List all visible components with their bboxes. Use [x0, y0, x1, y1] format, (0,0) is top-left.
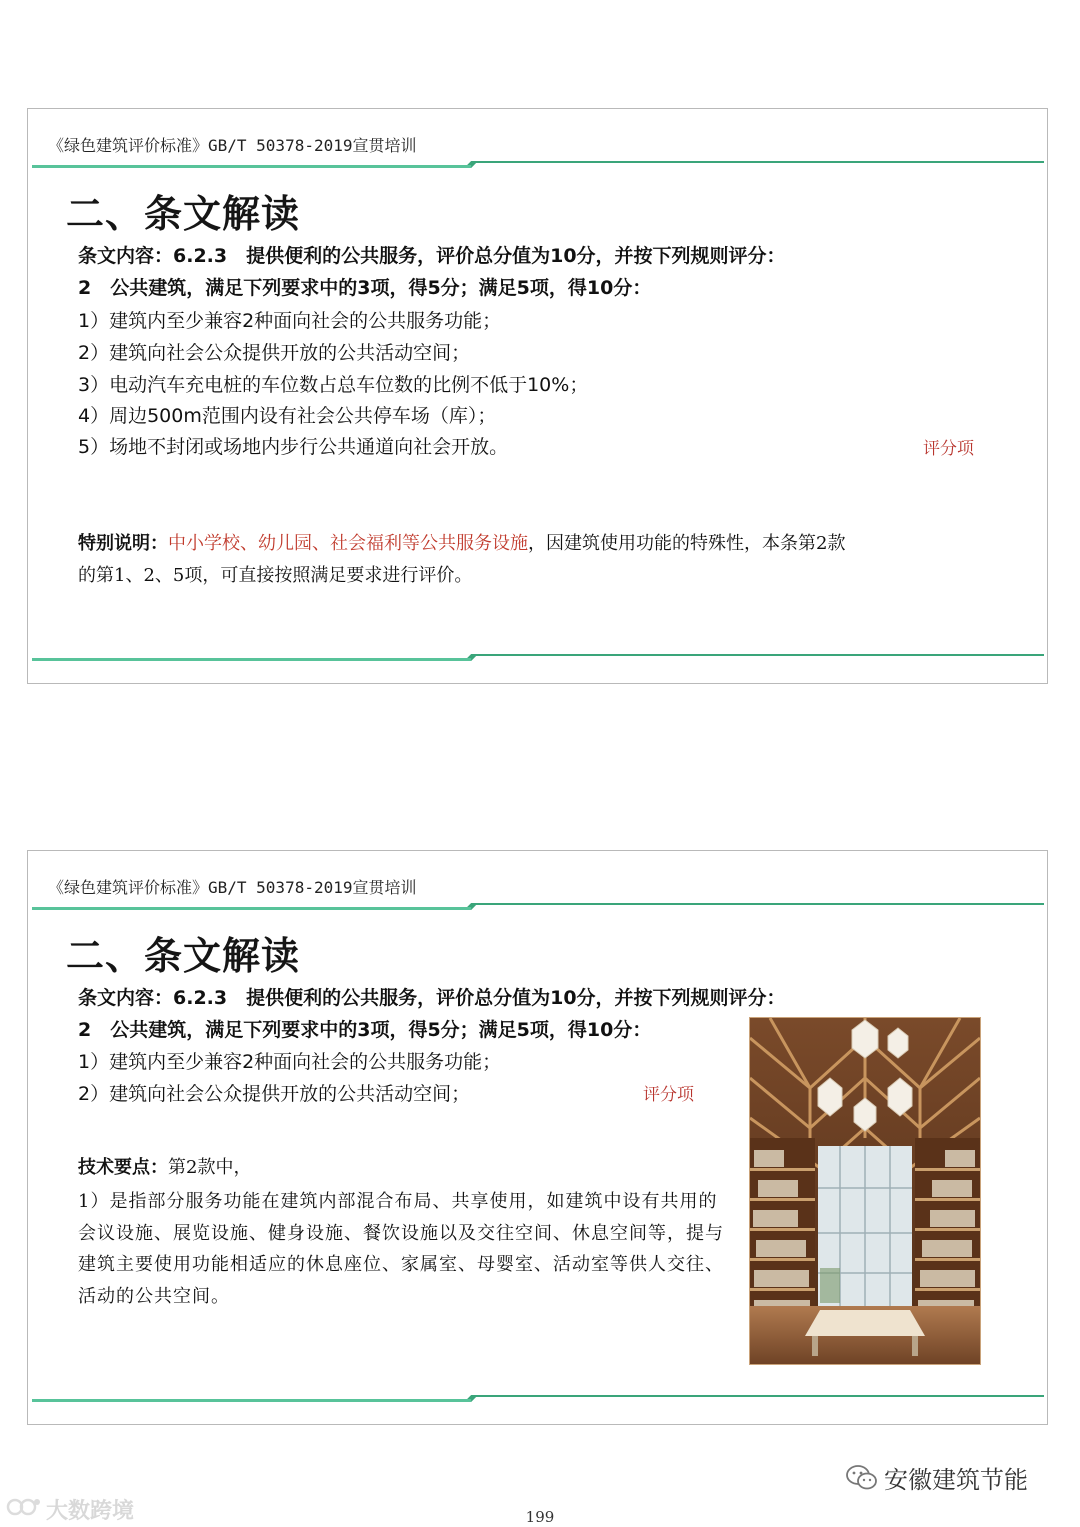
requirement-5: 5）场地不封闭或场地内步行公共通道向社会开放。: [78, 436, 509, 458]
special-note-highlight: 中小学校、幼儿园、社会福利等公共服务设施: [168, 533, 528, 554]
score-note: 评分项: [643, 1085, 694, 1105]
special-note-text: ，因建筑使用功能的特殊性，本条第2款: [528, 533, 846, 554]
special-note: [78, 529, 845, 555]
watermark-text: 大数跨境: [46, 1499, 135, 1524]
requirement-1: 1）建筑内至少兼容2种面向社会的公共服务功能；: [78, 310, 502, 332]
clause-item-2: 2 公共建筑，满足下列要求中的3项，得5分；满足5项，得10分：: [78, 277, 652, 299]
wechat-brand: [846, 1460, 1028, 1495]
clause-content: 条文内容：6.2.3 提供便利的公共服务，评价总分值为10分，并按下列规则评分：: [78, 245, 786, 267]
requirement-1: 1）建筑内至少兼容2种面向社会的公共服务功能；: [78, 1051, 502, 1073]
slide-1: [27, 108, 1048, 684]
slide-2: [27, 850, 1048, 1425]
requirement-2: 2）建筑向社会公众提供开放的公共活动空间；: [78, 342, 471, 364]
requirement-3: 3）电动汽车充电桩的车位数占总车位数的比例不低于10%；: [78, 374, 589, 396]
footer-divider: [32, 654, 1044, 661]
slide-header: 《绿色建筑评价标准》GB/T 50378-2019宣贯培训: [48, 136, 417, 155]
tech-points: [78, 1153, 251, 1179]
requirement-2: 2）建筑向社会公众提供开放的公共活动空间；: [78, 1083, 471, 1105]
header-divider: [32, 903, 1044, 910]
clause-item-2: 2 公共建筑，满足下列要求中的3项，得5分；满足5项，得10分：: [78, 1019, 652, 1041]
tech-paragraph: 1）是指部分服务功能在建筑内部混合布局、共享使用，如建筑中设有共用的会议设施、展览设施、健身设施、餐饮设施以及交往空间、休息空间等，提与建筑主要使用功能相适应的休息座位、家属室、母婴室、活动室等供人交往、活动的公共空间。: [78, 1191, 724, 1307]
score-note: 评分项: [923, 439, 974, 459]
tech-points-label: 技术要点：: [78, 1157, 168, 1178]
page-number: 199: [525, 1508, 555, 1526]
special-note-line-2: 的第1、2、5项，可直接按照满足要求进行评价。: [78, 565, 473, 586]
library-photo: [749, 1017, 981, 1365]
clause-content: 条文内容：6.2.3 提供便利的公共服务，评价总分值为10分，并按下列规则评分：: [78, 987, 786, 1009]
slide-title: 二、条文解读: [66, 192, 301, 236]
special-note-label: 特别说明：: [78, 533, 168, 554]
slide-header: 《绿色建筑评价标准》GB/T 50378-2019宣贯培训: [48, 878, 417, 897]
header-divider: [32, 161, 1044, 168]
brand-name: 安徽建筑节能: [884, 1466, 1028, 1494]
wechat-icon: [846, 1465, 878, 1491]
footer-divider: [32, 1395, 1044, 1402]
requirement-4: 4）周边500m范围内设有社会公共停车场（库）；: [78, 405, 497, 427]
slide-title: 二、条文解读: [66, 934, 301, 978]
tech-points-intro: 第2款中，: [168, 1157, 252, 1178]
